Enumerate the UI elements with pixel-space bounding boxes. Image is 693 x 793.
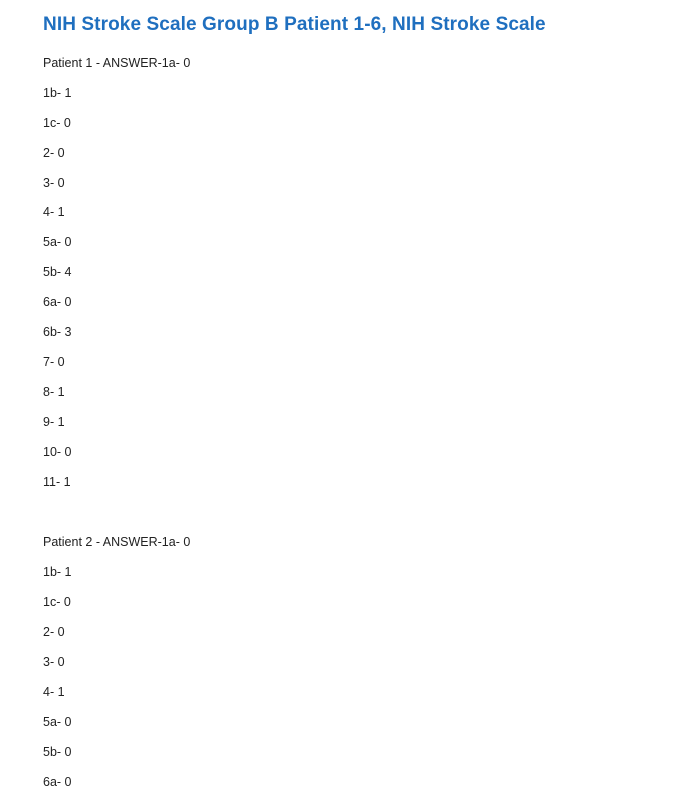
answer-line: 1b- 1 — [43, 565, 72, 579]
answer-line: 8- 1 — [43, 385, 65, 399]
answer-line: 6b- 3 — [43, 325, 72, 339]
answer-line: 2- 0 — [43, 625, 65, 639]
answer-line: 4- 1 — [43, 685, 65, 699]
answer-line: 5b- 0 — [43, 745, 72, 759]
answer-line: 3- 0 — [43, 176, 65, 190]
answer-line: 1c- 0 — [43, 595, 71, 609]
patient-1-header: Patient 1 - ANSWER-1a- 0 — [43, 56, 191, 70]
answer-line: 5b- 4 — [43, 265, 72, 279]
answer-line: 5a- 0 — [43, 715, 72, 729]
answer-line: 2- 0 — [43, 146, 65, 160]
patient-2-header: Patient 2 - ANSWER-1a- 0 — [43, 535, 191, 549]
answer-line: 4- 1 — [43, 205, 65, 219]
answer-line: 6a- 0 — [43, 295, 72, 309]
answer-line: 9- 1 — [43, 415, 65, 429]
answer-line: 6a- 0 — [43, 775, 72, 789]
answer-line: 7- 0 — [43, 355, 65, 369]
answer-line: 5a- 0 — [43, 235, 72, 249]
answer-line: 1c- 0 — [43, 116, 71, 130]
answer-line: 11- 1 — [43, 475, 71, 489]
page-title: NIH Stroke Scale Group B Patient 1-6, NIH Stroke Scale — [43, 14, 546, 35]
answer-line: 1b- 1 — [43, 86, 72, 100]
answer-line: 10- 0 — [43, 445, 72, 459]
answer-line: 3- 0 — [43, 655, 65, 669]
